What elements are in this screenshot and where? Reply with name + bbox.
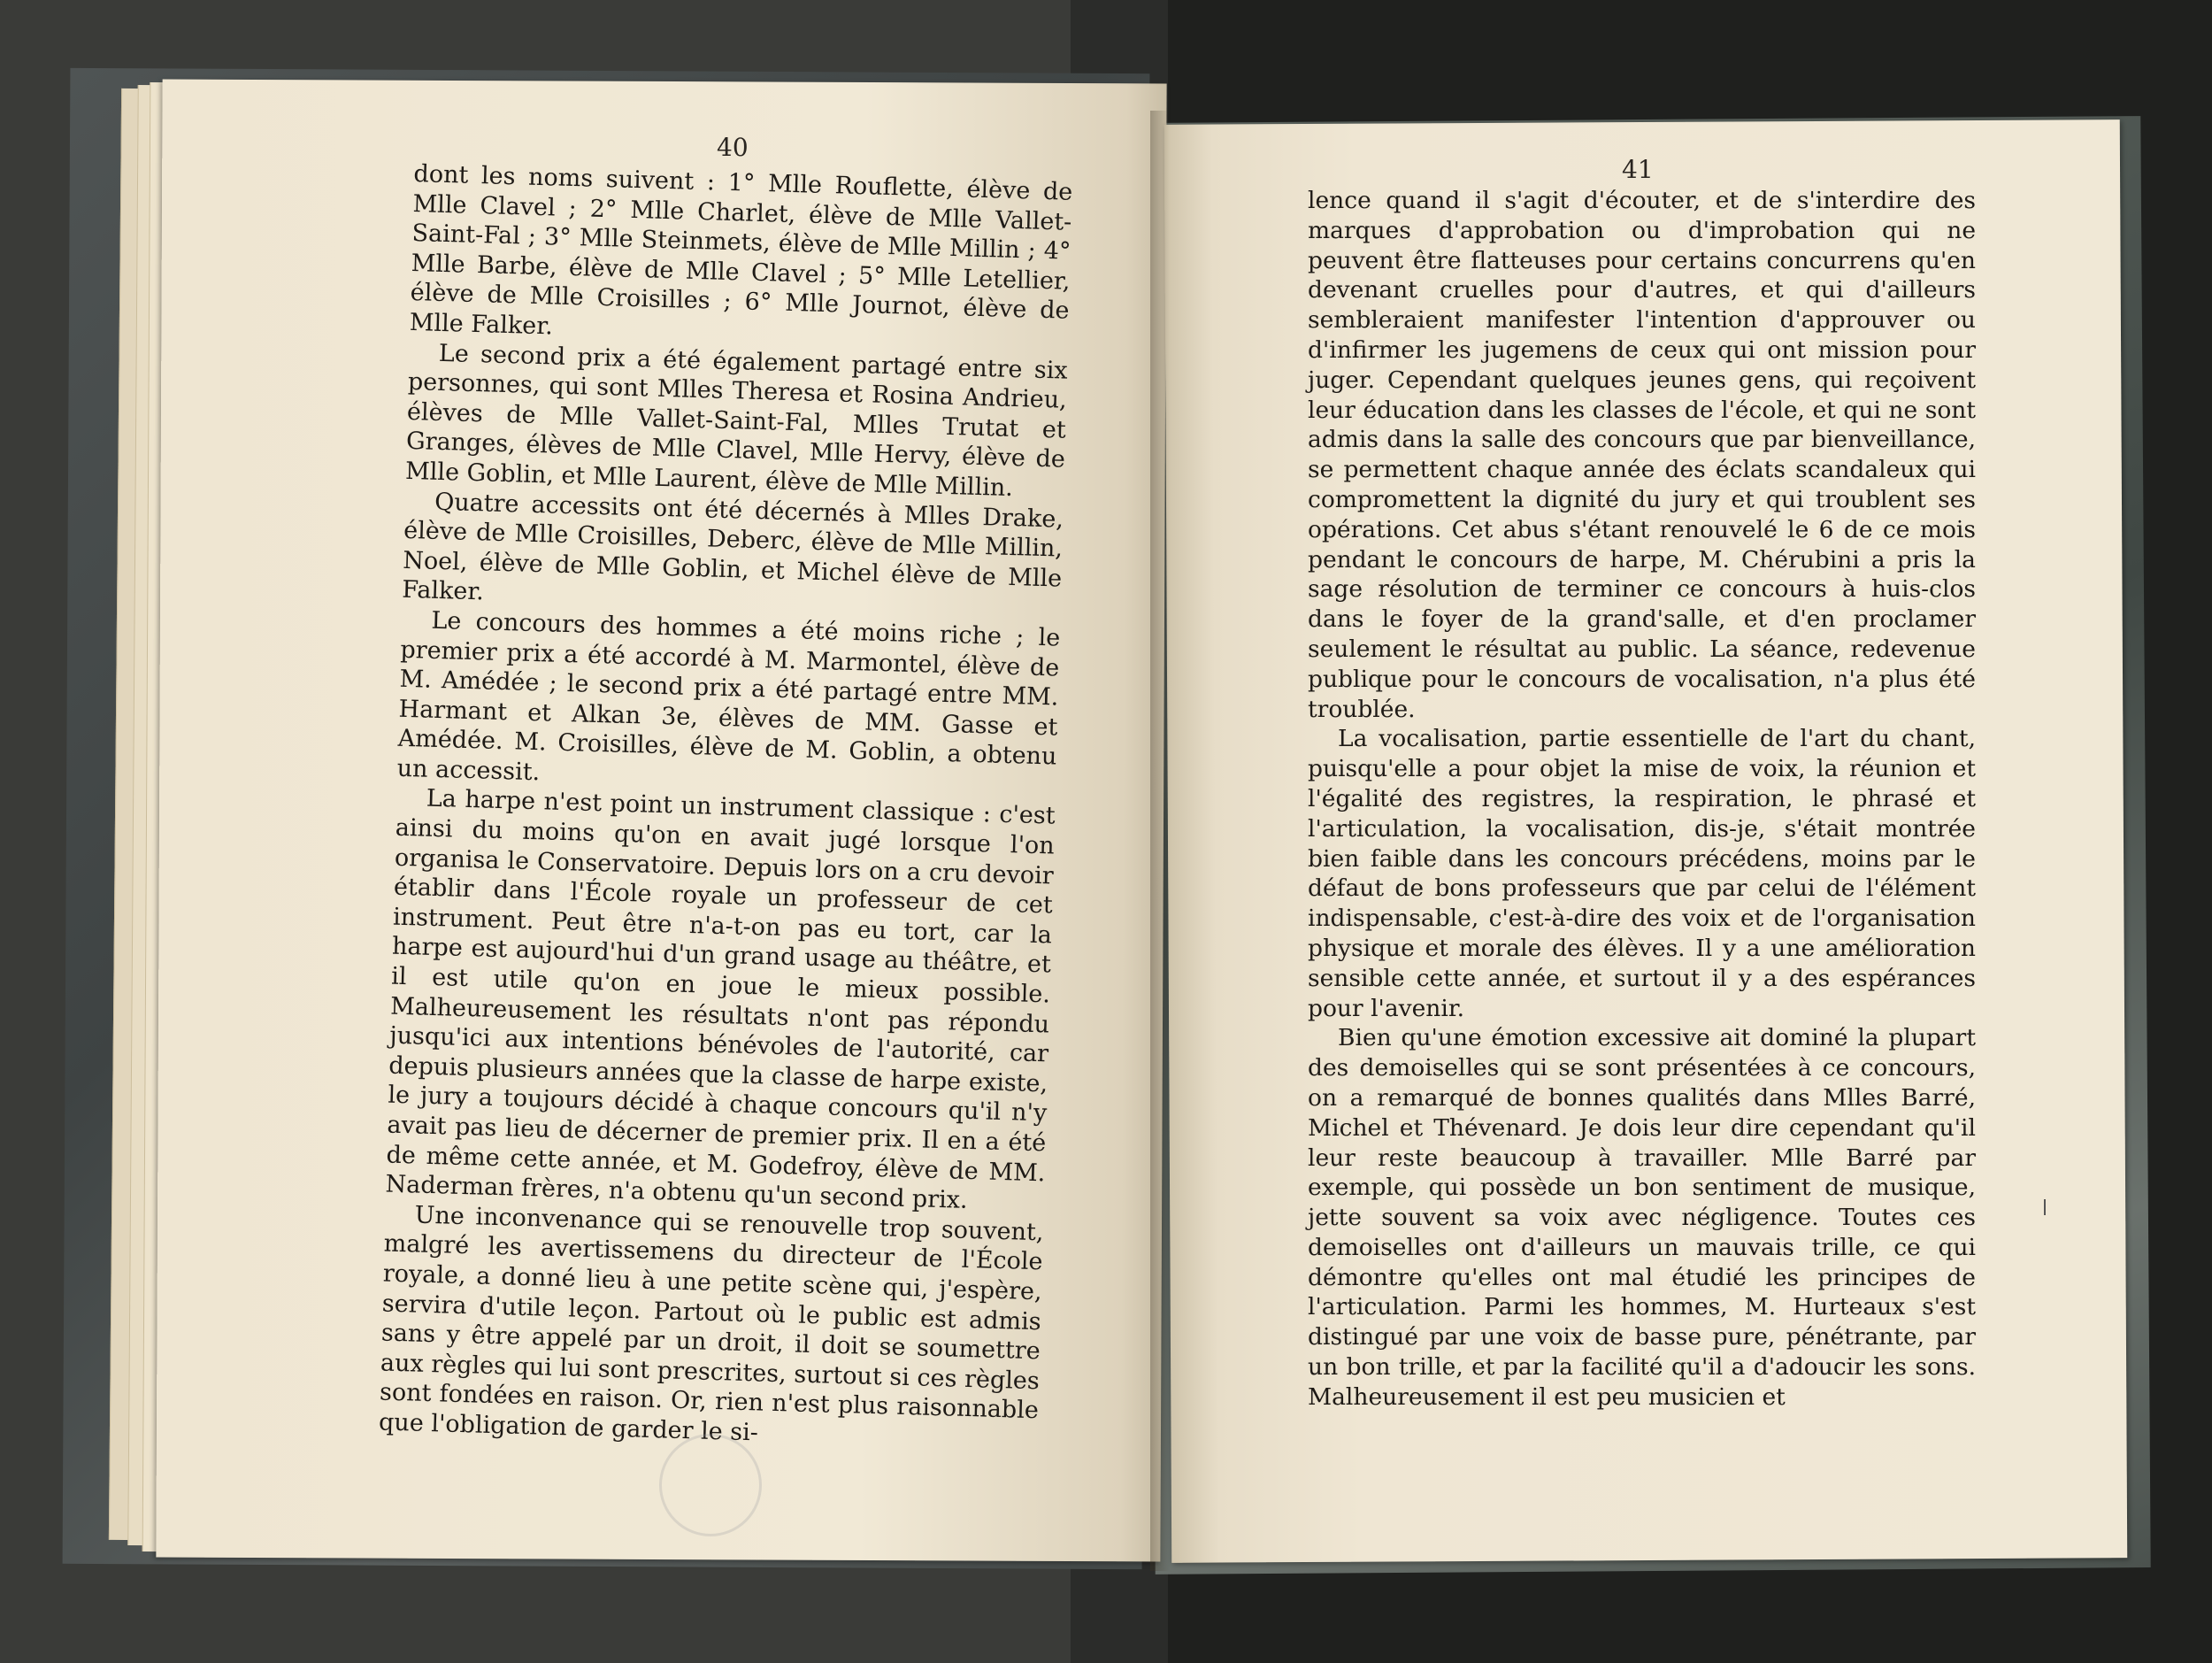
book-gutter xyxy=(1150,111,1182,1571)
margin-mark xyxy=(2044,1199,2046,1215)
library-stamp xyxy=(659,1434,762,1536)
paragraph: Le second prix a été également partagé entre six personnes, qui sont Mlles Theresa et Rosina Andrieu, élèves de Mlle Vallet-Saint-Fal, Mlles Trutat et Granges, élèves de Mlle Clavel, Mlle Hervy, élève de Mlle Goblin, et Mlle Laurent, élève de Mlle Millin. xyxy=(404,339,1069,502)
paragraph: La vocalisation, partie essentielle de l'art du chant, puisqu'elle a pour objet la mise de voix, la réunion et l'égalité des registres, la respiration, le phrasé et l'articulation, la vocalisation, dis-je, s'était montrée bien faible dans les concours précédens, moins par le défaut de bons professeurs que par celui de l'élément indispensable, c'est-à-dire des voix et de l'organisation physique et morale des élèves. Il y a une amélioration sensible cette année, et surtout il y a des espérances pour l'avenir. xyxy=(1308,725,1976,1022)
right-page-number: 41 xyxy=(1622,155,1654,184)
right-page-text xyxy=(1308,186,1976,1413)
paragraph: Quatre accessits ont été décernés à Mlles Drake, élève de Mlle Croisilles, Deberc, élève de Mlle Millin, Noel, élève de Mlle Goblin, et Michel élève de Mlle Falker. xyxy=(401,488,1064,606)
paragraph: lence quand il s'agit d'écouter, et de s'interdire des marques d'approbation ou d'improbation qui ne peuvent être flatteuses pour certains concurrens qu'en devenant cruelles pour d'autres, et qui d'ailleurs sembleraient manifester l'intention d'approuver ou d'infirmer les jugemens de ceux qui ont mission pour juger. Cependant quelques jeunes gens, qui reçoivent leur éducation dans les classes de l'école, et qui ne sont admis dans la salle des concours que par bienveillance, se permettent chaque année des éclats scandaleux qui compromettent la dignité du jury et qui troublent ses opérations. Cet abus s'étant renouvelé le 6 de ce mois pendant le concours de harpe, M. Chérubini a pris la sage résolution de terminer ce concours à huis-clos dans le foyer de la grand'salle, et d'en proclamer seulement le résultat au public. La séance, redevenue publique pour le concours de vocalisation, n'a plus été troublée. xyxy=(1308,187,1976,723)
left-page-number: 40 xyxy=(717,133,749,162)
paragraph: dont les noms suivent : 1° Mlle Rouflette, élève de Mlle Clavel ; 2° Mlle Charlet, élève de Mlle Vallet-Saint-Fal ; 3° Mlle Steinmets, élève de Mlle Millin ; 4° Mlle Barbe, élève de Mlle Clavel ; 5° Mlle Letellier, élève de Mlle Croisilles ; 6° Mlle Journot, élève de Mlle Falker. xyxy=(409,159,1073,341)
left-page-text xyxy=(379,159,1073,1456)
paragraph: La harpe n'est point un instrument classique : c'est ainsi du moins qu'on en avait jugé lorsque l'on organisa le Conservatoire. Depuis lors on a cru devoir établir dans l'École royale un professeur de cet instrument. Peut être n'a-t-on pas eu tort, car la harpe est aujourd'hui d'un grand usage au théâtre, et il est utile qu'on en joue le mieux possible. Malheureusement les résultats n'ont pas répondu jusqu'ici aux intentions bénévoles de l'autorité, car depuis plusieurs années que la classe de harpe existe, le jury a toujours décidé à chaque concours qu'il n'y avait pas lieu de décerner de premier prix. Il en a été de même cette année, et M. Godefroy, élève de MM. Naderman frères, n'a obtenu qu'un second prix. xyxy=(385,785,1056,1215)
paragraph: Bien qu'une émotion excessive ait dominé la plupart des demoiselles qui se sont présentées à ce concours, on a remarqué de bonnes qualités dans Mlles Barré, Michel et Thévenard. Je dois leur dire cependant qu'il leur reste beaucoup à travailler. Mlle Barré par exemple, qui possède un bon sentiment de musique, jette souvent sa voix avec négligence. Toutes ces demoiselles ont d'ailleurs un mauvais trille, ce qui démontre qu'elles ont mal étudié les principes de l'articulation. Parmi les hommes, M. Hurteaux s'est distingué par une voix de basse pure, pénétrante, par un bon trille, et par la facilité qu'il a d'adoucir les sons. Malheureusement il est peu musicien et xyxy=(1308,1024,1976,1411)
paragraph: Une inconvenance qui se renouvelle trop souvent, malgré les avertissemens du directeur de l'École royale, a donné lieu à une petite scène qui, j'espère, servira d'utile leçon. Partout où le public est admis sans y être appelé par un droit, il doit se soumettre aux règles qui lui sont prescrites, surtout si ces règles sont fondées en raison. Or, rien n'est plus raisonnable que l'obligation de garder le si- xyxy=(378,1201,1044,1447)
paragraph: Le concours des hommes a été moins riche ; le premier prix a été accordé à M. Marmontel, élève de M. Amédée ; le second prix a été partagé entre MM. Harmant et Alkan 3e, élèves de MM. Gasse et Amédée. M. Croisilles, élève de M. Goblin, a obtenu un accessit. xyxy=(396,606,1061,787)
